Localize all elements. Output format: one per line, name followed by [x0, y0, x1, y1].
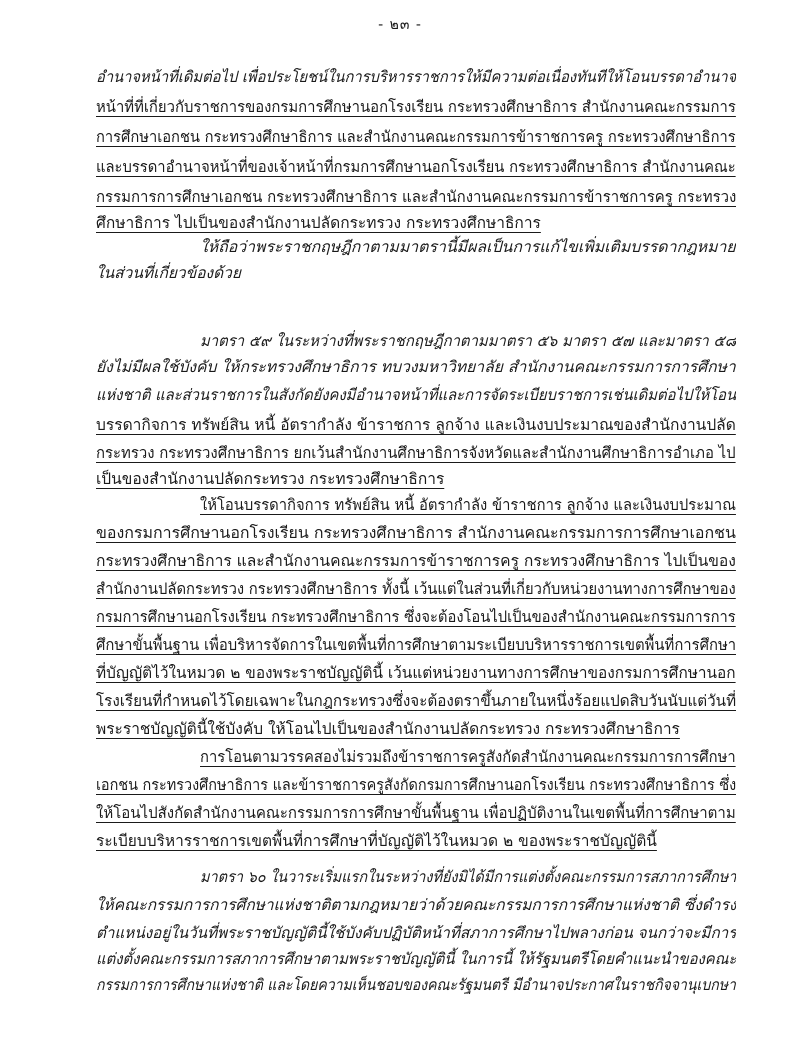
text-line [96, 64, 736, 90]
text-line-content: กระทรวงศึกษาธิการ และสำนักงานคณะกรรมการข้าราชการครู กระทรวงศึกษาธิการ ไปเป็นของ [96, 552, 736, 570]
text-line [96, 260, 736, 286]
text-line [96, 382, 736, 408]
text-line-content: การโอนตามวรรคสองไม่รวมถึงข้าราชการครูสังกัดสำนักงานคณะกรรมการการศึกษา [200, 748, 736, 766]
text-line-content: ระเบียบบริหารราชการเขตพื้นที่การศึกษาที่บัญญัติไว้ในหมวด ๒ ของพระราชบัญญัตินี้ [96, 832, 657, 850]
text-line-content: มาตรา ๕๙ ในระหว่างที่พระราชกฤษฎีกาตามมาตรา ๕๖ มาตรา ๕๗ และมาตรา ๕๘ [200, 332, 736, 350]
text-line-content: ให้ถือว่าพระราชกฤษฎีกาตามมาตรานี้มีผลเป็นการแก้ไขเพิ่มเติมบรรดากฎหมาย [200, 238, 736, 256]
text-line-content: บรรดากิจการ ทรัพย์สิน หนี้ อัตรากำลัง ข้าราชการ ลูกจ้าง และเงินงบประมาณของสำนักงานปลัด [96, 416, 736, 434]
text-line-content: ในส่วนที่เกี่ยวข้องด้วย [96, 264, 241, 282]
text-line [96, 466, 736, 492]
text-line [96, 828, 736, 854]
text-line-content: เอกชน กระทรวงศึกษาธิการ และข้าราชการครูสังกัดกรมการศึกษานอกโรงเรียน กระทรวงศึกษาธิการ ซึ่ง [96, 776, 736, 794]
text-line [96, 520, 736, 546]
text-line [96, 548, 736, 574]
text-line-content: ยังไม่มีผลใช้บังคับ ให้กระทรวงศึกษาธิการ ทบวงมหาวิทยาลัย สำนักงานคณะกรรมการการศึกษา [96, 358, 736, 376]
text-line [200, 492, 736, 518]
text-line-content: ศึกษาขั้นพื้นฐาน เพื่อบริหารจัดการในเขตพื้นที่การศึกษาตามระเบียบบริหารราชการเขตพื้นที่การศึกษา [96, 636, 736, 654]
text-line [96, 716, 736, 742]
text-line-content: มาตรา ๖๐ ในวาระเริ่มแรกในระหว่างที่ยังมิได้มีการแต่งตั้งคณะกรรมการสภาการศึกษา [200, 868, 736, 886]
text-line-content: แต่งตั้งคณะกรรมการสภาการศึกษาตามพระราชบัญญัตินี้ ในการนี้ ให้รัฐมนตรีโดยคำแนะนำของคณะ [96, 950, 736, 968]
text-line [96, 412, 736, 438]
text-line [96, 920, 736, 946]
text-line [96, 576, 736, 602]
text-line-content: กรรมการการศึกษาแห่งชาติ และโดยความเห็นชอบของคณะรัฐมนตรี มีอำนาจประกาศในราชกิจจานุเบกษา [96, 976, 736, 994]
text-line-content: กระทรวง กระทรวงศึกษาธิการ ยกเว้นสำนักงานศึกษาธิการจังหวัดและสำนักงานศึกษาธิการอำเภอ ไป [96, 444, 736, 462]
text-line-content: สำนักงานปลัดกระทรวง กระทรวงศึกษาธิการ ทั้งนี้ เว้นแต่ในส่วนที่เกี่ยวกับหน่วยงานทางการศึกษาของ [96, 580, 736, 598]
text-line-content: แห่งชาติ และส่วนราชการในสังกัดยังคงมีอำนาจหน้าที่และการจัดระเบียบราชการเช่นเดิมต่อไปให้โอน [96, 386, 736, 404]
text-line-content: หน้าที่ที่เกี่ยวกับราชการของกรมการศึกษานอกโรงเรียน กระทรวงศึกษาธิการ สำนักงานคณะกรรมการ [96, 98, 736, 116]
text-line-content: ให้คณะกรรมการการศึกษาแห่งชาติตามกฎหมายว่าด้วยคณะกรรมการการศึกษาแห่งชาติ ซึ่งดำรง [96, 896, 736, 914]
text-line [200, 744, 736, 770]
text-line [200, 328, 736, 354]
text-line-content: ศึกษาธิการ ไปเป็นของสำนักงานปลัดกระทรวง กระทรวงศึกษาธิการ [96, 214, 541, 232]
text-line-content: อำนาจหน้าที่เดิมต่อไป เพื่อประโยชน์ในการบริหารราชการให้มีความต่อเนื่องทันทีให้โอนบรรดาอำนาจ [96, 68, 736, 86]
text-line-content: และบรรดาอำนาจหน้าที่ของเจ้าหน้าที่กรมการศึกษานอกโรงเรียน กระทรวงศึกษาธิการ สำนักงานคณะ [96, 158, 736, 176]
text-line-content: กรรมการการศึกษาเอกชน กระทรวงศึกษาธิการ และสำนักงานคณะกรรมการข้าราชการครู กระทรวง [96, 188, 736, 206]
text-line [96, 972, 736, 998]
text-line [96, 184, 736, 210]
text-line-content: ให้โอนไปสังกัดสำนักงานคณะกรรมการการศึกษาขั้นพื้นฐาน เพื่อปฏิบัติงานในเขตพื้นที่การศึกษาตาม [96, 804, 736, 822]
text-line-content: ให้โอนบรรดากิจการ ทรัพย์สิน หนี้ อัตรากำลัง ข้าราชการ ลูกจ้าง และเงินงบประมาณ [200, 496, 736, 514]
text-line [96, 892, 736, 918]
text-line-content: พระราชบัญญัตินี้ใช้บังคับ ให้โอนไปเป็นของสำนักงานปลัดกระทรวง กระทรวงศึกษาธิการ [96, 720, 680, 738]
text-line [96, 94, 736, 120]
text-line [96, 800, 736, 826]
text-line [96, 946, 736, 972]
text-line [96, 632, 736, 658]
text-line-content: กรมการศึกษานอกโรงเรียน กระทรวงศึกษาธิการ ซึ่งจะต้องโอนไปเป็นของสำนักงานคณะกรรมการการ [96, 608, 736, 626]
text-line-content: เป็นของสำนักงานปลัดกระทรวง กระทรวงศึกษาธิการ [96, 470, 445, 488]
text-line [200, 234, 736, 260]
text-line [96, 688, 736, 714]
text-line-content: ของกรมการศึกษานอกโรงเรียน กระทรวงศึกษาธิการ สำนักงานคณะกรรมการการศึกษาเอกชน [96, 524, 736, 542]
text-line-content: ที่บัญญัติไว้ในหมวด ๒ ของพระราชบัญญัตินี้ เว้นแต่หน่วยงานทางการศึกษาของกรมการศึกษานอก [96, 664, 736, 682]
text-line [96, 354, 736, 380]
text-line-content: โรงเรียนที่กำหนดไว้โดยเฉพาะในกฎกระทรวงซึ่งจะต้องตราขึ้นภายในหนึ่งร้อยแปดสิบวันนับแต่วันที่ [96, 692, 736, 710]
text-line [96, 440, 736, 466]
text-line-content: การศึกษาเอกชน กระทรวงศึกษาธิการ และสำนักงานคณะกรรมการข้าราชการครู กระทรวงศึกษาธิการ [96, 128, 736, 146]
text-line [96, 154, 736, 180]
page-number: - ๒๓ - [378, 17, 422, 33]
text-line [96, 210, 736, 236]
text-line [96, 124, 736, 150]
text-line [96, 604, 736, 630]
text-line-content: ตำแหน่งอยู่ในวันที่พระราชบัญญัตินี้ใช้บังคับปฏิบัติหน้าที่สภาการศึกษาไปพลางก่อน จนกว่าจะมีการ [96, 924, 736, 942]
text-line [96, 660, 736, 686]
text-line [200, 864, 736, 890]
text-line [96, 772, 736, 798]
